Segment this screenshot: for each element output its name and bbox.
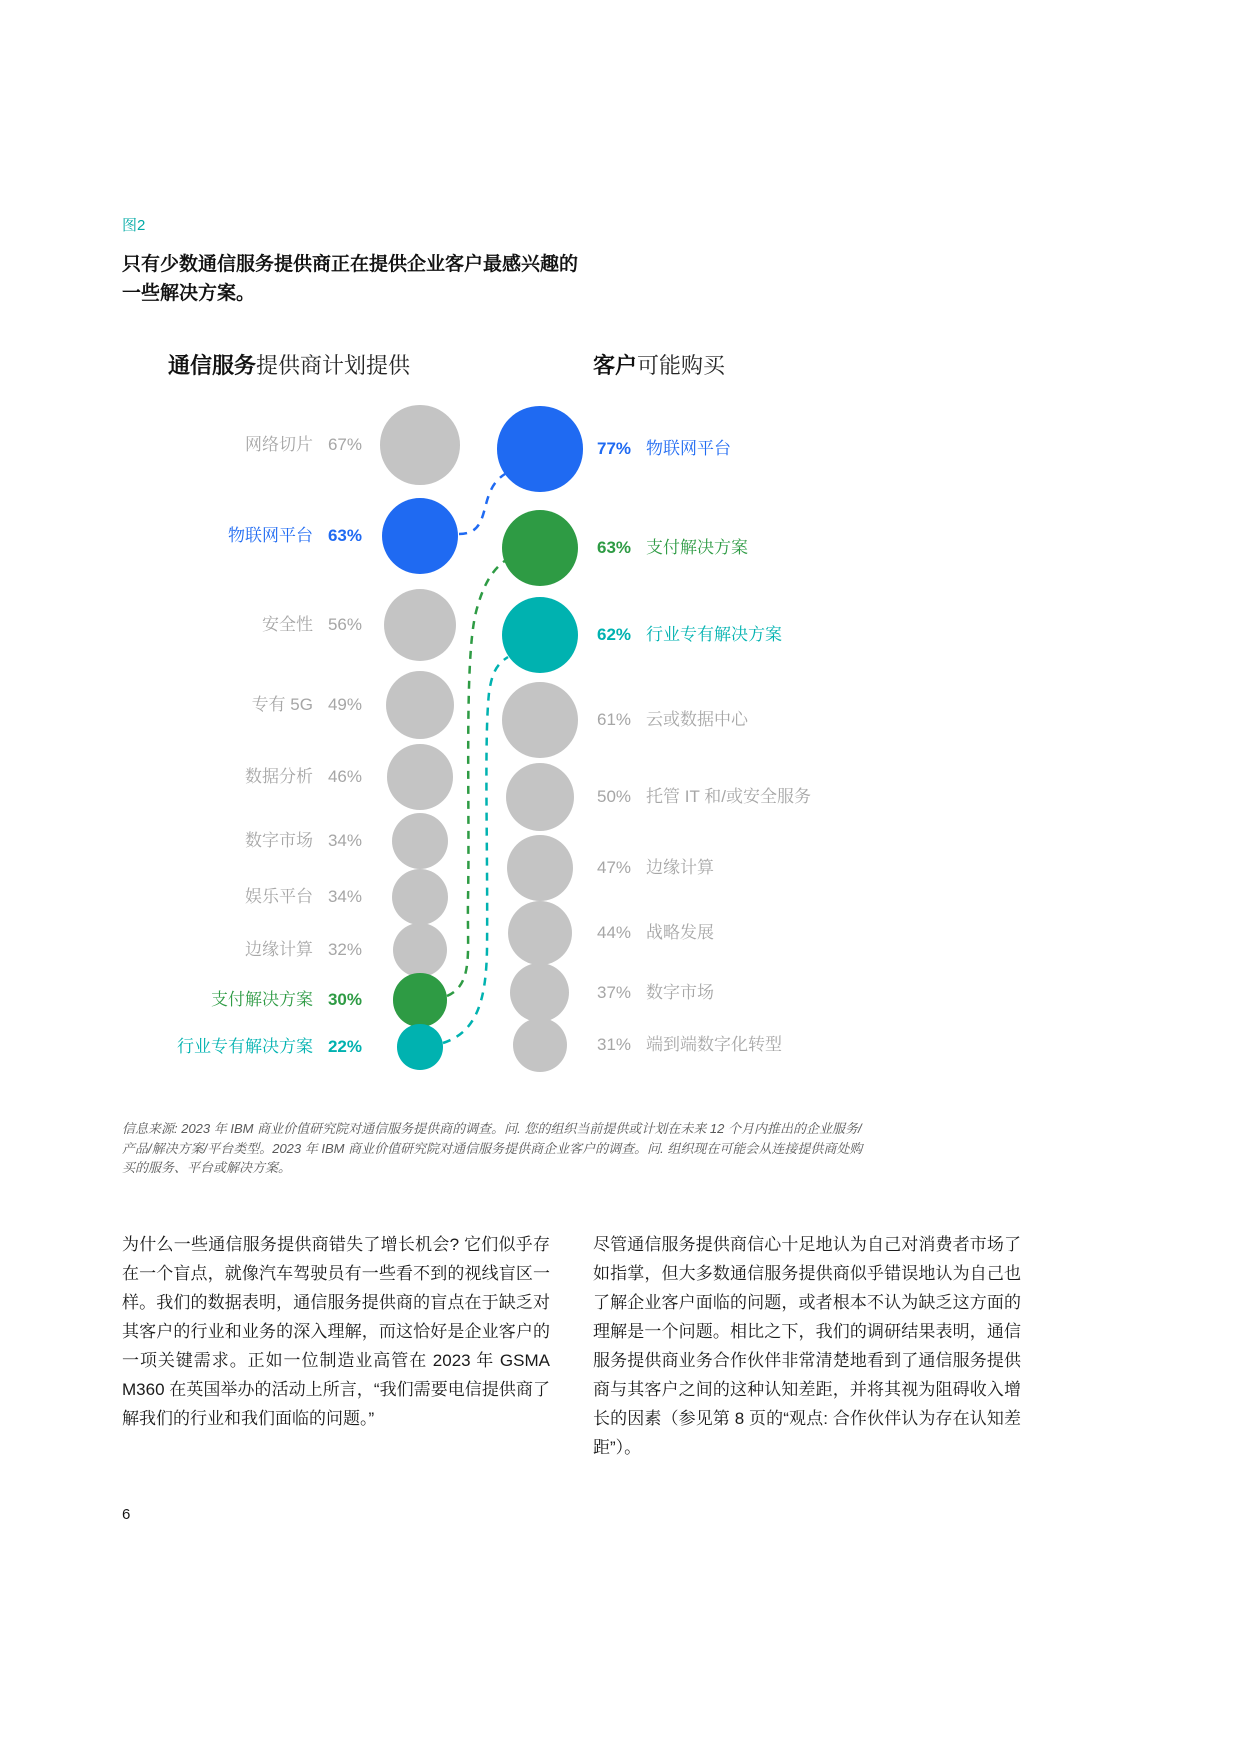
left-row-percent: 56% — [327, 615, 362, 634]
right-row-label-3 — [597, 709, 748, 731]
left-bubble-9 — [397, 1024, 442, 1069]
right-bubble-2 — [502, 597, 578, 673]
right-row-text: 物联网平台 — [646, 439, 732, 458]
right-row-label-0 — [597, 438, 731, 460]
left-row-label-7 — [245, 939, 362, 961]
left-row-label-0 — [245, 434, 362, 456]
right-column-header-bold: 客户 — [593, 353, 638, 378]
left-row-text: 安全性 — [261, 615, 313, 634]
left-bubble-6 — [392, 869, 449, 926]
left-row-text: 网络切片 — [244, 435, 313, 454]
figure-number-label: 图2 — [122, 217, 146, 234]
right-row-label-4 — [597, 786, 811, 808]
left-row-label-5 — [245, 830, 362, 852]
left-column-header-rest: 提供商计划提供 — [256, 353, 411, 378]
page-number: 6 — [122, 1506, 131, 1523]
left-row-label-8 — [211, 989, 362, 1011]
right-row-text: 行业专有解决方案 — [646, 625, 783, 644]
right-row-text: 云或数据中心 — [646, 710, 749, 729]
left-row-text: 物联网平台 — [227, 526, 313, 545]
right-row-percent: 47% — [597, 858, 632, 877]
left-row-percent: 63% — [327, 526, 362, 545]
right-row-percent: 37% — [597, 983, 632, 1002]
right-row-label-1 — [597, 537, 748, 559]
left-bubble-0 — [380, 405, 459, 484]
left-row-label-6 — [245, 886, 362, 908]
right-bubble-4 — [506, 763, 575, 832]
left-row-percent: 67% — [327, 435, 362, 454]
right-bubble-3 — [502, 682, 578, 758]
right-row-text: 托管 IT 和/或安全服务 — [646, 787, 812, 806]
right-row-label-2 — [597, 624, 782, 646]
right-row-label-5 — [597, 857, 714, 879]
right-bubble-5 — [507, 835, 573, 901]
left-row-percent: 34% — [327, 831, 362, 850]
left-bubble-3 — [386, 671, 454, 739]
right-row-label-6 — [597, 922, 714, 944]
left-row-text: 数字市场 — [244, 831, 313, 850]
right-row-percent: 50% — [597, 787, 632, 806]
left-row-percent: 22% — [327, 1037, 362, 1056]
left-row-label-9 — [177, 1036, 362, 1058]
left-row-label-3 — [252, 694, 362, 716]
right-row-text: 端到端数字化转型 — [646, 1035, 783, 1054]
right-row-percent: 31% — [597, 1035, 632, 1054]
left-bubble-4 — [387, 744, 453, 810]
left-row-text: 数据分析 — [244, 767, 313, 786]
right-row-percent: 62% — [597, 625, 632, 644]
right-row-percent: 44% — [597, 923, 632, 942]
left-bubble-7 — [393, 923, 448, 978]
left-row-text: 边缘计算 — [244, 940, 313, 959]
left-row-text: 行业专有解决方案 — [176, 1037, 313, 1056]
left-row-text: 支付解决方案 — [210, 990, 313, 1009]
left-row-percent: 49% — [327, 695, 362, 714]
figure-title-line2: 一些解决方案。 — [122, 283, 256, 304]
right-row-text: 边缘计算 — [646, 858, 715, 877]
left-row-label-2 — [262, 614, 362, 636]
right-row-percent: 77% — [597, 439, 632, 458]
body-paragraph-left: 为什么一些通信服务提供商错失了增长机会? 它们似乎存在一个盲点，就像汽车驾驶员有一些看不到的视线盲区一样。我们的数据表明，通信服务提供商的盲点在于缺乏对其客户的行业和业务的深入理解，而这恰好是企业客户的一项关键需求。正如一位制造业高管在 2023 年 GSMA M360 在英国举办的活动上所言，“我们需要电信提供商了解我们的行业和我们面临的问题。” — [122, 1235, 550, 1428]
right-row-label-7 — [597, 982, 714, 1004]
right-bubble-7 — [510, 963, 569, 1022]
right-bubble-0 — [497, 406, 582, 491]
right-row-text: 战略发展 — [646, 923, 715, 942]
left-bubble-5 — [392, 813, 449, 870]
right-row-text: 支付解决方案 — [646, 538, 749, 557]
left-bubble-1 — [382, 498, 459, 575]
left-row-label-1 — [228, 525, 362, 547]
right-row-label-8 — [597, 1034, 782, 1056]
figure-title-line1: 只有少数通信服务提供商正在提供企业客户最感兴趣的 — [122, 254, 579, 275]
right-bubble-6 — [508, 901, 572, 965]
right-row-percent: 63% — [597, 538, 632, 557]
left-row-percent: 34% — [327, 887, 362, 906]
body-paragraph-right: 尽管通信服务提供商信心十足地认为自己对消费者市场了如指掌，但大多数通信服务提供商似乎错误地认为自己也了解企业客户面临的问题，或者根本不认为缺乏这方面的理解是一个问题。相比之下，我们的调研结果表明，通信服务提供商业务合作伙伴非常清楚地看到了通信服务提供商与其客户之间的这种认知差距，并将其视为阻碍收入增长的因素（参见第 8 页的“观点: 合作伙伴认为存在认知差距”）。 — [593, 1235, 1021, 1457]
left-row-percent: 32% — [327, 940, 362, 959]
right-bubble-1 — [502, 510, 579, 587]
right-column-header-rest: 可能购买 — [637, 353, 726, 378]
source-note: 信息来源: 2023 年 IBM 商业价值研究院对通信服务提供商的调查。问. 您的组织当前提供或计划在未来 12 个月内推出的企业服务/产品/解决方案/平台类型。2023 年 IBM 商业价值研究院对通信服务提供商企业客户的调查。问. 组织现在可能会从连接提供商处购买的服务、平台或解决方案。 — [122, 1121, 863, 1175]
right-row-text: 数字市场 — [646, 983, 715, 1002]
left-bubble-2 — [384, 589, 457, 662]
left-row-percent: 30% — [327, 990, 362, 1009]
left-row-percent: 46% — [327, 767, 362, 786]
left-bubble-8 — [393, 973, 446, 1026]
left-row-label-4 — [245, 766, 362, 788]
left-row-text: 娱乐平台 — [244, 887, 313, 906]
right-row-percent: 61% — [597, 710, 632, 729]
left-column-header-bold: 通信服务 — [168, 353, 257, 378]
left-row-text: 专有 5G — [251, 695, 313, 714]
right-bubble-8 — [513, 1018, 567, 1072]
